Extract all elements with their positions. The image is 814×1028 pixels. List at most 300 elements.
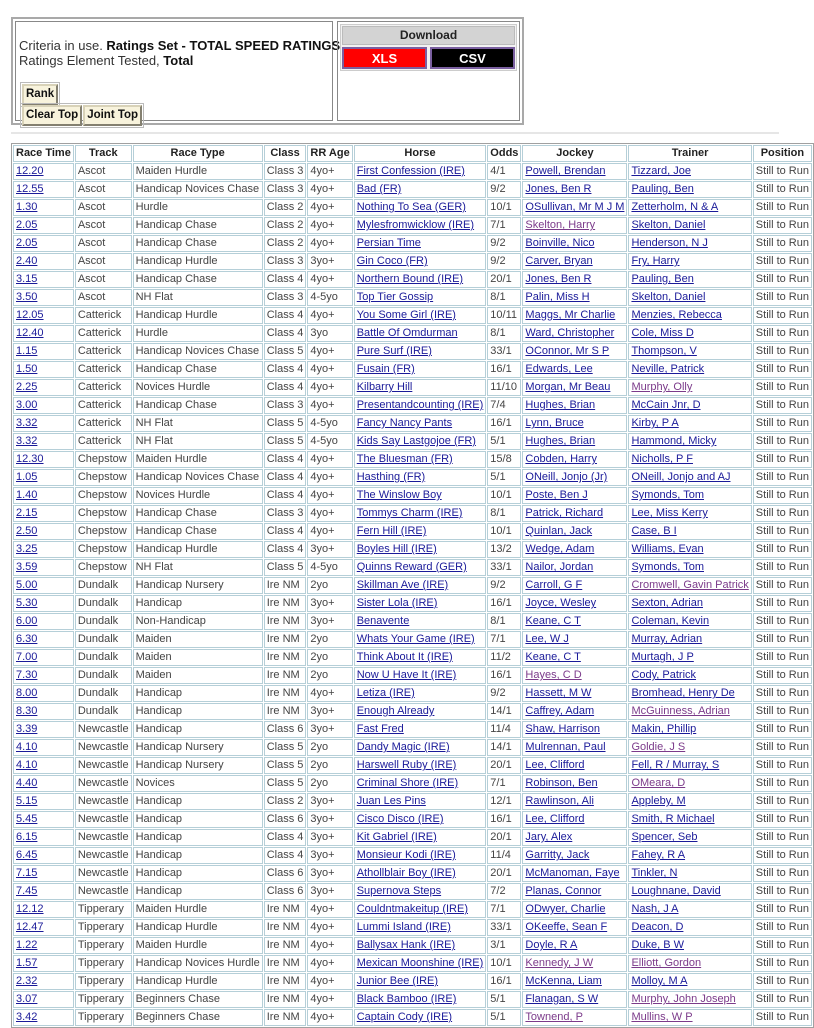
race-time-link[interactable]: 8.30	[16, 705, 38, 717]
trainer-cell	[628, 721, 751, 738]
race-time-cell	[13, 955, 74, 972]
horse-link[interactable]: Couldntmakeitup (IRE)	[356, 903, 468, 915]
horse-link[interactable]: Now U Have It (IRE)	[356, 669, 457, 681]
jockey-link[interactable]: Nailor, Jordan	[525, 561, 594, 573]
jockey-link[interactable]: ODwyer, Charlie	[525, 903, 606, 915]
race-type-cell: Handicap Chase	[133, 523, 263, 540]
download-xls-button[interactable]: XLS	[342, 47, 427, 69]
jockey-link[interactable]: Lee, Clifford	[525, 813, 585, 825]
race-time-link[interactable]: 2.05	[16, 219, 38, 231]
jockey-link[interactable]: Robinson, Ben	[525, 777, 598, 789]
age-cell: 4yo+	[307, 235, 352, 252]
trainer-link[interactable]: Coleman, Kevin	[631, 615, 710, 627]
horse-cell	[354, 415, 487, 432]
jockey-cell	[522, 577, 627, 594]
race-time-link[interactable]: 3.32	[16, 417, 38, 429]
race-time-link[interactable]: 2.15	[16, 507, 38, 519]
age-cell: 3yo+	[307, 811, 352, 828]
class-cell: Class 6	[264, 883, 307, 900]
table-row	[13, 217, 812, 234]
race-time-link[interactable]: 2.25	[16, 381, 38, 393]
position-cell: Still to Run	[753, 415, 812, 432]
race-time-link[interactable]: 12.40	[16, 327, 44, 339]
top-filter-group	[20, 103, 144, 128]
horse-cell	[354, 901, 487, 918]
horse-link[interactable]: Skillman Ave (IRE)	[356, 579, 449, 591]
track-cell: Dundalk	[75, 631, 132, 648]
age-cell: 3yo+	[307, 793, 352, 810]
horse-link[interactable]: Northern Bound (IRE)	[356, 273, 464, 285]
trainer-link[interactable]: OMeara, D	[631, 777, 686, 789]
class-cell: Class 6	[264, 811, 307, 828]
jockey-link[interactable]: Joyce, Wesley	[525, 597, 597, 609]
jockey-cell	[522, 199, 627, 216]
race-time-link[interactable]: 5.45	[16, 813, 38, 825]
track-cell: Catterick	[75, 415, 132, 432]
trainer-link[interactable]: Spencer, Seb	[631, 831, 698, 843]
position-cell: Still to Run	[753, 703, 812, 720]
horse-link[interactable]: Boyles Hill (IRE)	[356, 543, 437, 555]
trainer-cell	[628, 847, 751, 864]
trainer-link[interactable]: Kirby, P A	[631, 417, 679, 429]
odds-cell: 8/1	[487, 325, 521, 342]
trainer-link[interactable]: Sexton, Adrian	[631, 597, 703, 609]
jockey-link[interactable]: Boinville, Nico	[525, 237, 595, 249]
jockey-link[interactable]: Mulrennan, Paul	[525, 741, 606, 753]
race-time-cell	[13, 973, 74, 990]
trainer-cell	[628, 541, 751, 558]
trainer-link[interactable]: Skelton, Daniel	[631, 291, 706, 303]
jockey-cell	[522, 181, 627, 198]
horse-link[interactable]: Lummi Island (IRE)	[356, 921, 451, 933]
trainer-link[interactable]: Cromwell, Gavin Patrick	[631, 579, 749, 591]
jockey-link[interactable]: Townend, P	[525, 1011, 583, 1023]
horse-cell	[354, 883, 487, 900]
jockey-link[interactable]: Lee, Clifford	[525, 759, 585, 771]
trainer-cell	[628, 595, 751, 612]
trainer-link[interactable]: Mullins, W P	[631, 1011, 693, 1023]
horse-cell	[354, 685, 487, 702]
race-time-link[interactable]: 1.15	[16, 345, 38, 357]
race-time-link[interactable]: 7.45	[16, 885, 38, 897]
odds-cell: 7/1	[487, 631, 521, 648]
race-time-link[interactable]: 12.55	[16, 183, 44, 195]
age-cell: 4yo+	[307, 307, 352, 324]
jockey-link[interactable]: Rawlinson, Ali	[525, 795, 594, 807]
trainer-link[interactable]: Symonds, Tom	[631, 561, 704, 573]
class-cell: Ire NM	[264, 703, 307, 720]
horse-link[interactable]: Benavente	[356, 615, 410, 627]
race-time-link[interactable]: 5.30	[16, 597, 38, 609]
jockey-link[interactable]: Hughes, Brian	[525, 435, 596, 447]
jockey-link[interactable]: Hughes, Brian	[525, 399, 596, 411]
jockey-link[interactable]: Lee, W J	[525, 633, 569, 645]
jockey-link[interactable]: Palin, Miss H	[525, 291, 590, 303]
race-time-link[interactable]: 8.00	[16, 687, 38, 699]
horse-link[interactable]: First Confession (IRE)	[356, 165, 465, 177]
horse-link[interactable]: Hasthing (FR)	[356, 471, 426, 483]
jockey-link[interactable]: Hayes, C D	[525, 669, 582, 681]
trainer-link[interactable]: Tinkler, N	[631, 867, 678, 879]
horse-link[interactable]: Enough Already	[356, 705, 435, 717]
horse-link[interactable]: Top Tier Gossip	[356, 291, 434, 303]
jockey-link[interactable]: Jones, Ben R	[525, 183, 592, 195]
horse-link[interactable]: Monsieur Kodi (IRE)	[356, 849, 456, 861]
horse-link[interactable]: Mexican Moonshine (IRE)	[356, 957, 484, 969]
trainer-link[interactable]: Smith, R Michael	[631, 813, 715, 825]
jockey-link[interactable]: Edwards, Lee	[525, 363, 593, 375]
horse-link[interactable]: Quinns Reward (GER)	[356, 561, 467, 573]
horse-link[interactable]: Pure Surf (IRE)	[356, 345, 432, 357]
race-type-cell: Hurdle	[133, 325, 263, 342]
trainer-link[interactable]: Bromhead, Henry De	[631, 687, 735, 699]
age-cell: 4yo+	[307, 271, 352, 288]
jockey-link[interactable]: Shaw, Harrison	[525, 723, 601, 735]
class-cell: Ire NM	[264, 937, 307, 954]
position-cell: Still to Run	[753, 577, 812, 594]
trainer-link[interactable]: Neville, Patrick	[631, 363, 705, 375]
race-time-link[interactable]: 2.05	[16, 237, 38, 249]
horse-link[interactable]: Presentandcounting (IRE)	[356, 399, 484, 411]
race-time-link[interactable]: 3.32	[16, 435, 38, 447]
race-time-cell	[13, 847, 74, 864]
horse-link[interactable]: Tommys Charm (IRE)	[356, 507, 463, 519]
race-time-link[interactable]: 3.59	[16, 561, 38, 573]
odds-cell: 3/1	[487, 937, 521, 954]
track-cell: Newcastle	[75, 721, 132, 738]
position-cell: Still to Run	[753, 991, 812, 1008]
horse-cell	[354, 955, 487, 972]
horse-link[interactable]: Cisco Disco (IRE)	[356, 813, 444, 825]
horse-link[interactable]: Whats Your Game (IRE)	[356, 633, 475, 645]
trainer-cell	[628, 379, 751, 396]
jockey-cell	[522, 991, 627, 1008]
horse-cell	[354, 577, 487, 594]
race-time-cell	[13, 289, 74, 306]
class-cell: Ire NM	[264, 631, 307, 648]
horse-link[interactable]: Junior Bee (IRE)	[356, 975, 439, 987]
horse-link[interactable]: Juan Les Pins	[356, 795, 426, 807]
horse-link[interactable]: Letiza (IRE)	[356, 687, 415, 699]
trainer-link[interactable]: Thompson, V	[631, 345, 697, 357]
race-time-link[interactable]: 3.39	[16, 723, 38, 735]
trainer-link[interactable]: Fry, Harry	[631, 255, 680, 267]
race-time-link[interactable]: 4.10	[16, 741, 38, 753]
trainer-link[interactable]: Murphy, Olly	[631, 381, 693, 393]
race-type-cell: Handicap	[133, 685, 263, 702]
race-time-link[interactable]: 1.30	[16, 201, 38, 213]
trainer-link[interactable]: Menzies, Rebecca	[631, 309, 722, 321]
race-time-link[interactable]: 12.12	[16, 903, 44, 915]
horse-link[interactable]: The Winslow Boy	[356, 489, 442, 501]
trainer-link[interactable]: Cole, Miss D	[631, 327, 694, 339]
jockey-cell	[522, 865, 627, 882]
jockey-link[interactable]: McManoman, Faye	[525, 867, 620, 879]
race-time-link[interactable]: 2.40	[16, 255, 38, 267]
trainer-link[interactable]: ONeill, Jonjo and AJ	[631, 471, 731, 483]
race-time-cell	[13, 487, 74, 504]
race-time-link[interactable]: 2.32	[16, 975, 38, 987]
trainer-cell	[628, 271, 751, 288]
trainer-link[interactable]: Williams, Evan	[631, 543, 704, 555]
joint-top-button[interactable]: Joint Top	[83, 105, 142, 126]
race-type-cell: NH Flat	[133, 433, 263, 450]
horse-link[interactable]: Supernova Steps	[356, 885, 442, 897]
jockey-link[interactable]: Maggs, Mr Charlie	[525, 309, 616, 321]
jockey-link[interactable]: Skelton, Harry	[525, 219, 596, 231]
jockey-link[interactable]: Planas, Connor	[525, 885, 602, 897]
class-cell: Class 4	[264, 469, 307, 486]
position-cell: Still to Run	[753, 757, 812, 774]
horse-link[interactable]: Kilbarry Hill	[356, 381, 413, 393]
trainer-link[interactable]: Duke, B W	[631, 939, 685, 951]
jockey-link[interactable]: Garritty, Jack	[525, 849, 590, 861]
jockey-link[interactable]: Keane, C T	[525, 615, 581, 627]
trainer-link[interactable]: Hammond, Micky	[631, 435, 717, 447]
age-cell: 3yo+	[307, 595, 352, 612]
trainer-link[interactable]: Elliott, Gordon	[631, 957, 702, 969]
jockey-link[interactable]: Morgan, Mr Beau	[525, 381, 611, 393]
jockey-link[interactable]: Lynn, Bruce	[525, 417, 584, 429]
download-csv-button[interactable]: CSV	[430, 47, 515, 69]
trainer-cell	[628, 523, 751, 540]
race-time-link[interactable]: 1.40	[16, 489, 38, 501]
trainer-link[interactable]: Makin, Phillip	[631, 723, 697, 735]
position-cell: Still to Run	[753, 595, 812, 612]
horse-link[interactable]: Fancy Nancy Pants	[356, 417, 453, 429]
horse-link[interactable]: Black Bamboo (IRE)	[356, 993, 457, 1005]
horse-link[interactable]: Sister Lola (IRE)	[356, 597, 438, 609]
race-time-link[interactable]: 3.25	[16, 543, 38, 555]
race-time-link[interactable]: 3.42	[16, 1011, 38, 1023]
table-row	[13, 361, 812, 378]
race-time-link[interactable]: 6.30	[16, 633, 38, 645]
race-time-link[interactable]: 12.20	[16, 165, 44, 177]
horse-link[interactable]: Fern Hill (IRE)	[356, 525, 427, 537]
track-cell: Tipperary	[75, 919, 132, 936]
race-time-link[interactable]: 3.50	[16, 291, 38, 303]
age-cell: 4yo+	[307, 451, 352, 468]
race-time-cell	[13, 793, 74, 810]
jockey-link[interactable]: Jones, Ben R	[525, 273, 592, 285]
track-cell: Dundalk	[75, 685, 132, 702]
horse-cell	[354, 487, 487, 504]
race-time-link[interactable]: 1.57	[16, 957, 38, 969]
trainer-link[interactable]: Symonds, Tom	[631, 489, 704, 501]
jockey-link[interactable]: OKeeffe, Sean F	[525, 921, 608, 933]
jockey-link[interactable]: Kennedy, J W	[525, 957, 594, 969]
race-type-cell: Hurdle	[133, 199, 263, 216]
trainer-link[interactable]: McGuinness, Adrian	[631, 705, 730, 717]
trainer-link[interactable]: Cody, Patrick	[631, 669, 697, 681]
position-cell: Still to Run	[753, 631, 812, 648]
jockey-link[interactable]: Quinlan, Jack	[525, 525, 593, 537]
table-row	[13, 685, 812, 702]
class-cell: Ire NM	[264, 991, 307, 1008]
trainer-cell	[628, 667, 751, 684]
trainer-link[interactable]: Nicholls, P F	[631, 453, 693, 465]
jockey-link[interactable]: Keane, C T	[525, 651, 581, 663]
jockey-link[interactable]: Powell, Brendan	[525, 165, 606, 177]
odds-cell: 12/1	[487, 793, 521, 810]
trainer-link[interactable]: Lee, Miss Kerry	[631, 507, 708, 519]
jockey-cell	[522, 829, 627, 846]
trainer-link[interactable]: Skelton, Daniel	[631, 219, 706, 231]
position-cell: Still to Run	[753, 217, 812, 234]
jockey-link[interactable]: Doyle, R A	[525, 939, 578, 951]
horse-link[interactable]: Fusain (FR)	[356, 363, 415, 375]
horse-link[interactable]: Kids Say Lastgojoe (FR)	[356, 435, 476, 447]
jockey-cell	[522, 343, 627, 360]
trainer-link[interactable]: Nash, J A	[631, 903, 679, 915]
position-cell: Still to Run	[753, 271, 812, 288]
rank-button[interactable]: Rank	[22, 84, 58, 105]
horse-link[interactable]: Captain Cody (IRE)	[356, 1011, 453, 1023]
trainer-link[interactable]: Case, B I	[631, 525, 677, 537]
trainer-link[interactable]: Fell, R / Murray, S	[631, 759, 720, 771]
jockey-cell	[522, 505, 627, 522]
class-cell: Ire NM	[264, 613, 307, 630]
trainer-link[interactable]: Henderson, N J	[631, 237, 708, 249]
race-time-link[interactable]: 3.00	[16, 399, 38, 411]
table-row	[13, 397, 812, 414]
race-time-link[interactable]: 7.15	[16, 867, 38, 879]
trainer-link[interactable]: Deacon, D	[631, 921, 684, 933]
jockey-link[interactable]: OSullivan, Mr M J M	[525, 201, 625, 213]
race-time-link[interactable]: 5.00	[16, 579, 38, 591]
race-time-link[interactable]: 6.45	[16, 849, 38, 861]
track-cell: Newcastle	[75, 865, 132, 882]
trainer-link[interactable]: Zetterholm, N & A	[631, 201, 719, 213]
horse-link[interactable]: Harswell Ruby (IRE)	[356, 759, 457, 771]
jockey-link[interactable]: Carroll, G F	[525, 579, 583, 591]
horse-link[interactable]: Dandy Magic (IRE)	[356, 741, 450, 753]
race-time-link[interactable]: 3.07	[16, 993, 38, 1005]
race-time-link[interactable]: 2.50	[16, 525, 38, 537]
trainer-link[interactable]: Pauling, Ben	[631, 183, 694, 195]
horse-link[interactable]: Kit Gabriel (IRE)	[356, 831, 437, 843]
race-time-link[interactable]: 4.10	[16, 759, 38, 771]
horse-link[interactable]: Nothing To Sea (GER)	[356, 201, 466, 213]
position-cell: Still to Run	[753, 667, 812, 684]
horse-link[interactable]: Think About It (IRE)	[356, 651, 453, 663]
trainer-link[interactable]: Pauling, Ben	[631, 273, 694, 285]
jockey-link[interactable]: Caffrey, Adam	[525, 705, 595, 717]
horse-link[interactable]: Battle Of Omdurman	[356, 327, 458, 339]
race-type-cell: Novices Hurdle	[133, 487, 263, 504]
position-cell: Still to Run	[753, 883, 812, 900]
race-time-link[interactable]: 1.05	[16, 471, 38, 483]
horse-link[interactable]: You Some Girl (IRE)	[356, 309, 456, 321]
trainer-link[interactable]: Murphy, John Joseph	[631, 993, 736, 1005]
trainer-link[interactable]: Goldie, J S	[631, 741, 686, 753]
jockey-link[interactable]: Hassett, M W	[525, 687, 592, 699]
table-row	[13, 883, 812, 900]
header-class: Class	[264, 145, 307, 162]
jockey-link[interactable]: McKenna, Liam	[525, 975, 602, 987]
race-time-cell	[13, 235, 74, 252]
horse-link[interactable]: Gin Coco (FR)	[356, 255, 428, 267]
trainer-link[interactable]: Murray, Adrian	[631, 633, 703, 645]
race-time-link[interactable]: 12.05	[16, 309, 44, 321]
track-cell: Chepstow	[75, 541, 132, 558]
trainer-link[interactable]: Murtagh, J P	[631, 651, 694, 663]
jockey-link[interactable]: OConnor, Mr S P	[525, 345, 610, 357]
race-time-link[interactable]: 7.30	[16, 669, 38, 681]
trainer-cell	[628, 1009, 751, 1026]
race-time-link[interactable]: 1.50	[16, 363, 38, 375]
race-time-link[interactable]: 4.40	[16, 777, 38, 789]
race-time-link[interactable]: 12.47	[16, 921, 44, 933]
jockey-link[interactable]: Poste, Ben J	[525, 489, 588, 501]
race-time-link[interactable]: 6.00	[16, 615, 38, 627]
race-time-link[interactable]: 7.00	[16, 651, 38, 663]
race-time-link[interactable]: 6.15	[16, 831, 38, 843]
jockey-cell	[522, 811, 627, 828]
track-cell: Dundalk	[75, 595, 132, 612]
age-cell: 4-5yo	[307, 559, 352, 576]
table-row	[13, 631, 812, 648]
jockey-link[interactable]: Ward, Christopher	[525, 327, 615, 339]
jockey-link[interactable]: ONeill, Jonjo (Jr)	[525, 471, 608, 483]
horse-link[interactable]: Bad (FR)	[356, 183, 402, 195]
class-cell: Class 6	[264, 721, 307, 738]
jockey-link[interactable]: Jary, Alex	[525, 831, 573, 843]
jockey-link[interactable]: Cobden, Harry	[525, 453, 597, 465]
odds-cell: 11/4	[487, 721, 521, 738]
class-cell: Class 3	[264, 289, 307, 306]
table-row	[13, 469, 812, 486]
trainer-link[interactable]: Loughnane, David	[631, 885, 721, 897]
odds-cell: 9/2	[487, 685, 521, 702]
odds-cell: 7/4	[487, 397, 521, 414]
horse-link[interactable]: Persian Time	[356, 237, 421, 249]
race-time-link[interactable]: 1.22	[16, 939, 38, 951]
position-cell: Still to Run	[753, 973, 812, 990]
odds-cell: 14/1	[487, 703, 521, 720]
horse-link[interactable]: Ballysax Hank (IRE)	[356, 939, 456, 951]
table-row	[13, 649, 812, 666]
race-type-cell: NH Flat	[133, 415, 263, 432]
trainer-link[interactable]: Tizzard, Joe	[631, 165, 691, 177]
header-row	[13, 145, 812, 162]
jockey-link[interactable]: Carver, Bryan	[525, 255, 593, 267]
jockey-link[interactable]: Flanagan, S W	[525, 993, 599, 1005]
horse-link[interactable]: Fast Fred	[356, 723, 404, 735]
jockey-cell	[522, 379, 627, 396]
race-time-link[interactable]: 12.30	[16, 453, 44, 465]
odds-cell: 20/1	[487, 865, 521, 882]
trainer-link[interactable]: Molloy, M A	[631, 975, 688, 987]
trainer-link[interactable]: Appleby, M	[631, 795, 686, 807]
trainer-link[interactable]: Fahey, R A	[631, 849, 686, 861]
horse-link[interactable]: Criminal Shore (IRE)	[356, 777, 459, 789]
race-time-link[interactable]: 3.15	[16, 273, 38, 285]
race-time-link[interactable]: 5.15	[16, 795, 38, 807]
jockey-link[interactable]: Wedge, Adam	[525, 543, 595, 555]
horse-link[interactable]: The Bluesman (FR)	[356, 453, 453, 465]
race-time-cell	[13, 919, 74, 936]
horse-link[interactable]: Mylesfromwicklow (IRE)	[356, 219, 475, 231]
jockey-cell	[522, 253, 627, 270]
clear-top-button[interactable]: Clear Top	[22, 105, 82, 126]
horse-link[interactable]: Athollblair Boy (IRE)	[356, 867, 456, 879]
odds-cell: 16/1	[487, 667, 521, 684]
jockey-link[interactable]: Patrick, Richard	[525, 507, 604, 519]
trainer-link[interactable]: McCain Jnr, D	[631, 399, 701, 411]
odds-cell: 33/1	[487, 919, 521, 936]
trainer-cell	[628, 253, 751, 270]
